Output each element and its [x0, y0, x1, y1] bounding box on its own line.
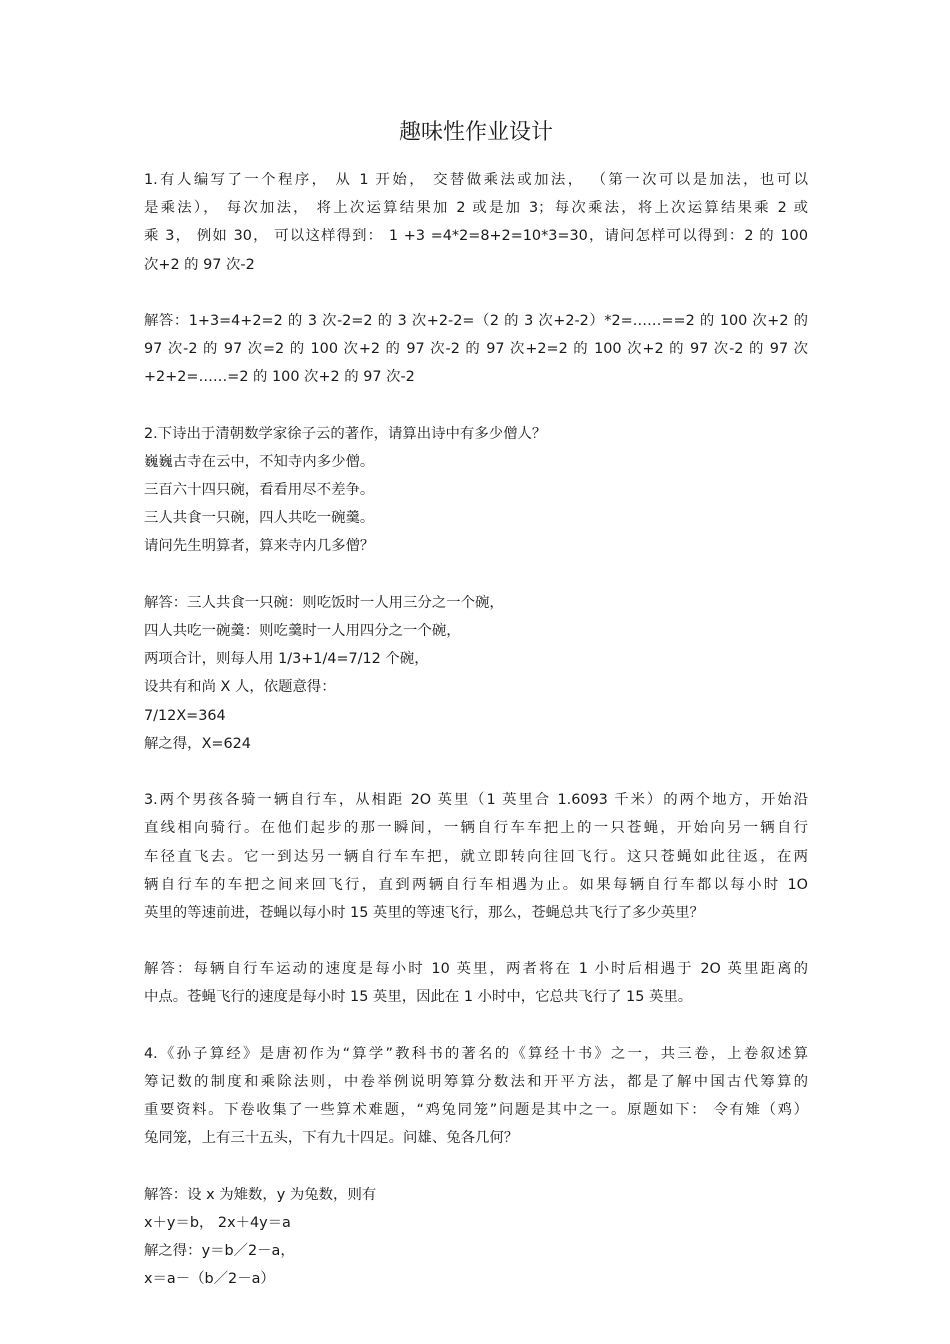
question-3-line: 直线相向骑行。在他们起步的那一瞬间，一辆自行车车把上的一只苍蝇，开始向另一辆自行: [144, 820, 808, 837]
answer-2-line: 两项合计，则每人用 1/3+1/4=7/12 个碗，: [144, 651, 429, 668]
answer-2-line: 设共有和尚 X 人，依题意得：: [144, 679, 336, 696]
answer-2: [144, 589, 808, 758]
question-1-line: 1.有人编写了一个程序， 从 1 开始， 交替做乘法或加法， （第一次可以是加法，也可以: [144, 172, 808, 188]
question-3-line: 3.两个男孩各骑一辆自行车，从相距 2O 英里（1 英里合 1.6093 千米）的两个地方，开始沿: [144, 792, 808, 809]
question-4: [144, 1040, 808, 1153]
answer-1: [144, 307, 808, 392]
poem-line: 请问先生明算者，算来寺内几多僧？: [144, 538, 375, 555]
question-3-line: 车径直飞去。它一到达另一辆自行车车把，就立即转向往回飞行。这只苍蝇如此往返，在两: [144, 848, 808, 865]
answer-1-line: 97 次-2 的 97 次=2 的 100 次+2 的 97 次-2 的 97 次+2=2 的 100 次+2 的 97 次-2 的 97 次: [144, 341, 808, 358]
paragraph-gap: [144, 1153, 808, 1181]
page-title: 趣味性作业设计: [398, 120, 553, 145]
answer-2-line: 7/12X=364: [144, 707, 226, 724]
answer-1-line: 解答：1+3=4+2=2 的 3 次-2=2 的 3 次+2-2=（2 的 3 次+2-2）*2=……==2 的 100 次+2 的: [144, 312, 808, 329]
answer-1-line: +2+2=……=2 的 100 次+2 的 97 次-2: [144, 369, 415, 386]
question-2-line: 2.下诗出于清朝数学家徐子云的著作，请算出诗中有多少僧人？: [144, 425, 547, 442]
answer-2-line: 解之得，X=624: [144, 735, 251, 752]
document-body: [144, 166, 808, 1294]
question-3: [144, 786, 808, 927]
question-1-line: 乘 3， 例如 30， 可以这样得到： 1 +3 =4*2=8+2=10*3=30，请问怎样可以得到：2 的 100: [144, 228, 808, 245]
paragraph-gap: [144, 392, 808, 420]
poem-line: 三人共食一只碗，四人共吃一碗羹。: [144, 510, 375, 527]
question-3-line: 辆自行车的车把之间来回飞行，直到两辆自行车相遇为止。如果每辆自行车都以每小时 1O: [144, 876, 808, 893]
answer-4: [144, 1181, 808, 1294]
poem-line: 三百六十四只碗，看看用尽不差争。: [144, 482, 375, 499]
question-4-line: 4.《孙子算经》是唐初作为“算学”教科书的著名的《算经十书》之一，共三卷，上卷叙述算: [144, 1045, 808, 1062]
answer-4-line: 解答：设 x 为雉数，y 为兔数，则有: [144, 1186, 377, 1203]
poem-line: 巍巍古寺在云中，不知寺内多少僧。: [144, 453, 375, 470]
answer-3-line: 解答：每辆自行车运动的速度是每小时 10 英里，两者将在 1 小时后相遇于 2O 英里距离的: [144, 961, 808, 978]
equation-line: x＋y＝b， 2x＋4y＝a: [144, 1214, 291, 1231]
question-4-line: 重要资料。下卷收集了一些算术难题，“鸡兔同笼”问题是其中之一。原题如下： 令有雉（鸡）: [144, 1102, 808, 1119]
question-1-line: 是乘法）， 每次加法， 将上次运算结果加 2 或是加 3；每次乘法，将上次运算结果乘 2 或: [144, 200, 808, 217]
question-4-line: 兔同笼，上有三十五头，下有九十四足。问雄、兔各几何？: [144, 1130, 519, 1147]
paragraph-gap: [144, 758, 808, 786]
equation-line: x＝a－（b／2－a）: [144, 1271, 275, 1288]
equation-line: 解之得：y＝b／2－a，: [144, 1243, 295, 1260]
paragraph-gap: [144, 1012, 808, 1040]
question-4-line: 筹记数的制度和乘除法则，中卷举例说明筹算分数法和开平方法，都是了解中国古代筹算的: [144, 1074, 808, 1090]
answer-2-line: 四人共吃一碗羹：则吃羹时一人用四分之一个碗，: [144, 623, 461, 639]
paragraph-gap: [144, 927, 808, 955]
question-3-line: 英里的等速前进，苍蝇以每小时 15 英里的等速飞行，那么，苍蝇总共飞行了多少英里？: [144, 904, 704, 921]
question-2: [144, 420, 808, 561]
question-1-line: 次+2 的 97 次-2: [144, 256, 255, 273]
paragraph-gap: [144, 279, 808, 307]
answer-3-line: 中点。苍蝇飞行的速度是每小时 15 英里，因此在 1 小时中，它总共飞行了 15 英里。: [144, 989, 693, 1006]
answer-2-line: 解答：三人共食一只碗：则吃饭时一人用三分之一个碗，: [144, 594, 504, 611]
question-1: [144, 166, 808, 279]
paragraph-gap: [144, 561, 808, 589]
answer-3: [144, 955, 808, 1011]
